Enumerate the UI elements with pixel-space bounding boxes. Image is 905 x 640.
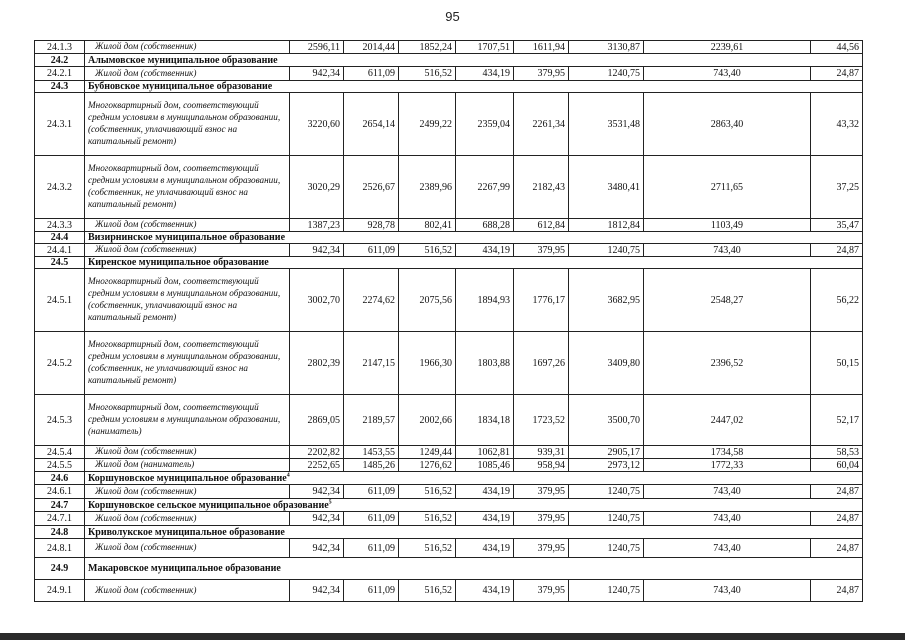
value-cell: 1834,18 <box>456 395 514 446</box>
value-cell: 928,78 <box>344 219 399 232</box>
table-row <box>35 485 863 499</box>
section-row <box>35 499 863 512</box>
value-cell: 743,40 <box>644 244 811 257</box>
value-cell: 1240,75 <box>569 512 644 526</box>
section-title <box>85 232 863 244</box>
value-cell: 434,19 <box>456 512 514 526</box>
row-code: 24.3.1 <box>35 93 85 156</box>
value-cell: 1085,46 <box>456 459 514 472</box>
value-cell: 1240,75 <box>569 580 644 602</box>
value-cell: 379,95 <box>514 244 569 257</box>
section-title <box>85 558 863 580</box>
row-description: Жилой дом (собственник) <box>85 446 290 459</box>
value-cell: 1387,23 <box>290 219 344 232</box>
value-cell: 2905,17 <box>569 446 644 459</box>
value-cell: 3409,80 <box>569 332 644 395</box>
value-cell: 516,52 <box>399 485 456 499</box>
value-cell: 3130,87 <box>569 41 644 54</box>
value-cell: 2869,05 <box>290 395 344 446</box>
section-title-text: Коршуновское муниципальное образование <box>88 472 287 484</box>
tariff-table <box>34 40 863 602</box>
value-cell: 1103,49 <box>644 219 811 232</box>
value-cell: 2654,14 <box>344 93 399 156</box>
value-cell: 3220,60 <box>290 93 344 156</box>
value-cell: 3682,95 <box>569 269 644 332</box>
table-row <box>35 269 863 332</box>
value-cell: 1894,93 <box>456 269 514 332</box>
value-cell: 52,17 <box>811 395 863 446</box>
value-cell: 942,34 <box>290 244 344 257</box>
value-cell: 611,09 <box>344 539 399 558</box>
value-cell: 3020,29 <box>290 156 344 219</box>
row-code: 24.4.1 <box>35 244 85 257</box>
section-title-text: Криволукское муниципальное образование <box>88 526 285 538</box>
row-code: 24.3.2 <box>35 156 85 219</box>
section-title <box>85 499 863 512</box>
value-cell: 516,52 <box>399 67 456 81</box>
value-cell: 44,56 <box>811 41 863 54</box>
table-row <box>35 395 863 446</box>
section-title-text: Алымовское муниципальное образование <box>88 54 278 66</box>
value-cell: 379,95 <box>514 512 569 526</box>
value-cell: 1240,75 <box>569 539 644 558</box>
value-cell: 3500,70 <box>569 395 644 446</box>
value-cell: 2261,34 <box>514 93 569 156</box>
row-description: Жилой дом (собственник) <box>85 539 290 558</box>
row-code: 24.1.3 <box>35 41 85 54</box>
value-cell: 942,34 <box>290 539 344 558</box>
section-row <box>35 558 863 580</box>
value-cell: 2274,62 <box>344 269 399 332</box>
section-code: 24.5 <box>35 257 85 269</box>
value-cell: 516,52 <box>399 539 456 558</box>
section-title-text: Бубновское муниципальное образование <box>88 81 273 92</box>
value-cell: 1966,30 <box>399 332 456 395</box>
section-row <box>35 472 863 485</box>
value-cell: 379,95 <box>514 485 569 499</box>
value-cell: 2252,65 <box>290 459 344 472</box>
value-cell: 434,19 <box>456 485 514 499</box>
row-code: 24.3.3 <box>35 219 85 232</box>
value-cell: 24,87 <box>811 67 863 81</box>
footnote-mark: 4 <box>286 472 290 479</box>
page-bottom-edge <box>0 633 905 640</box>
value-cell: 1611,94 <box>514 41 569 54</box>
row-description: Многоквартирный дом, соответствующий средним условиям в муниципальном образовании, (собственник, уплачивающий взнос на капитальный ремонт) <box>85 93 290 156</box>
row-code: 24.5.1 <box>35 269 85 332</box>
row-code: 24.5.3 <box>35 395 85 446</box>
value-cell: 611,09 <box>344 485 399 499</box>
value-cell: 2499,22 <box>399 93 456 156</box>
value-cell: 2359,04 <box>456 93 514 156</box>
value-cell: 2548,27 <box>644 269 811 332</box>
table-row <box>35 67 863 81</box>
section-title <box>85 54 863 67</box>
value-cell: 434,19 <box>456 244 514 257</box>
value-cell: 24,87 <box>811 244 863 257</box>
value-cell: 379,95 <box>514 539 569 558</box>
value-cell: 434,19 <box>456 67 514 81</box>
value-cell: 743,40 <box>644 512 811 526</box>
value-cell: 688,28 <box>456 219 514 232</box>
value-cell: 802,41 <box>399 219 456 232</box>
section-title-text: Макаровское муниципальное образование <box>88 563 281 574</box>
table-row <box>35 41 863 54</box>
value-cell: 942,34 <box>290 512 344 526</box>
value-cell: 611,09 <box>344 244 399 257</box>
row-code: 24.8.1 <box>35 539 85 558</box>
value-cell: 379,95 <box>514 580 569 602</box>
row-description: Многоквартирный дом, соответствующий средним условиям в муниципальном образовании, (наниматель) <box>85 395 290 446</box>
section-title-text: Киренское муниципальное образование <box>88 257 269 268</box>
section-row <box>35 526 863 539</box>
section-title <box>85 81 863 93</box>
section-code: 24.3 <box>35 81 85 93</box>
page-number: 95 <box>445 9 460 24</box>
value-cell: 516,52 <box>399 512 456 526</box>
value-cell: 2802,39 <box>290 332 344 395</box>
value-cell: 24,87 <box>811 539 863 558</box>
section-code: 24.9 <box>35 558 85 580</box>
value-cell: 1276,62 <box>399 459 456 472</box>
row-code: 24.5.2 <box>35 332 85 395</box>
value-cell: 743,40 <box>644 67 811 81</box>
row-description: Жилой дом (наниматель) <box>85 459 290 472</box>
row-code: 24.5.5 <box>35 459 85 472</box>
row-description: Жилой дом (собственник) <box>85 41 290 54</box>
section-title-text: Коршуновское сельское муниципальное образование <box>88 499 329 511</box>
section-code: 24.2 <box>35 54 85 67</box>
section-title <box>85 526 863 539</box>
value-cell: 379,95 <box>514 67 569 81</box>
value-cell: 611,09 <box>344 67 399 81</box>
row-code: 24.9.1 <box>35 580 85 602</box>
section-title <box>85 257 863 269</box>
value-cell: 2389,96 <box>399 156 456 219</box>
row-description: Жилой дом (собственник) <box>85 580 290 602</box>
value-cell: 2239,61 <box>644 41 811 54</box>
value-cell: 2973,12 <box>569 459 644 472</box>
value-cell: 2267,99 <box>456 156 514 219</box>
value-cell: 1240,75 <box>569 244 644 257</box>
section-title <box>85 472 863 485</box>
table-row <box>35 156 863 219</box>
section-title-text: Визирнинское муниципальное образование <box>88 232 286 243</box>
value-cell: 1062,81 <box>456 446 514 459</box>
value-cell: 939,31 <box>514 446 569 459</box>
value-cell: 516,52 <box>399 244 456 257</box>
value-cell: 958,94 <box>514 459 569 472</box>
value-cell: 516,52 <box>399 580 456 602</box>
value-cell: 1249,44 <box>399 446 456 459</box>
row-description: Жилой дом (собственник) <box>85 67 290 81</box>
value-cell: 611,09 <box>344 580 399 602</box>
value-cell: 58,53 <box>811 446 863 459</box>
value-cell: 942,34 <box>290 67 344 81</box>
value-cell: 3002,70 <box>290 269 344 332</box>
row-code: 24.5.4 <box>35 446 85 459</box>
value-cell: 1803,88 <box>456 332 514 395</box>
row-code: 24.2.1 <box>35 67 85 81</box>
value-cell: 3480,41 <box>569 156 644 219</box>
value-cell: 2147,15 <box>344 332 399 395</box>
table-row <box>35 539 863 558</box>
value-cell: 1772,33 <box>644 459 811 472</box>
value-cell: 2447,02 <box>644 395 811 446</box>
value-cell: 2002,66 <box>399 395 456 446</box>
value-cell: 1485,26 <box>344 459 399 472</box>
section-row <box>35 232 863 244</box>
value-cell: 1453,55 <box>344 446 399 459</box>
value-cell: 743,40 <box>644 580 811 602</box>
table-row <box>35 459 863 472</box>
value-cell: 56,22 <box>811 269 863 332</box>
value-cell: 2075,56 <box>399 269 456 332</box>
row-description: Жилой дом (собственник) <box>85 244 290 257</box>
table-body <box>35 41 863 602</box>
value-cell: 24,87 <box>811 580 863 602</box>
table-row <box>35 244 863 257</box>
section-code: 24.4 <box>35 232 85 244</box>
value-cell: 1776,17 <box>514 269 569 332</box>
row-code: 24.7.1 <box>35 512 85 526</box>
table-row <box>35 93 863 156</box>
value-cell: 24,87 <box>811 512 863 526</box>
value-cell: 1852,24 <box>399 41 456 54</box>
value-cell: 1707,51 <box>456 41 514 54</box>
value-cell: 2596,11 <box>290 41 344 54</box>
row-description: Многоквартирный дом, соответствующий средним условиям в муниципальном образовании, (собственник, не уплачивающий взнос на капитальный ремонт) <box>85 156 290 219</box>
section-code: 24.6 <box>35 472 85 485</box>
value-cell: 611,09 <box>344 512 399 526</box>
value-cell: 434,19 <box>456 580 514 602</box>
table-row <box>35 446 863 459</box>
value-cell: 612,84 <box>514 219 569 232</box>
section-row <box>35 257 863 269</box>
table-row <box>35 219 863 232</box>
value-cell: 1240,75 <box>569 67 644 81</box>
value-cell: 1734,58 <box>644 446 811 459</box>
row-code: 24.6.1 <box>35 485 85 499</box>
row-description: Жилой дом (собственник) <box>85 219 290 232</box>
value-cell: 1812,84 <box>569 219 644 232</box>
value-cell: 743,40 <box>644 539 811 558</box>
section-row <box>35 81 863 93</box>
row-description: Жилой дом (собственник) <box>85 485 290 499</box>
value-cell: 43,32 <box>811 93 863 156</box>
value-cell: 60,04 <box>811 459 863 472</box>
value-cell: 2189,57 <box>344 395 399 446</box>
footnote-mark: 5 <box>328 499 332 506</box>
value-cell: 2396,52 <box>644 332 811 395</box>
value-cell: 1240,75 <box>569 485 644 499</box>
section-row <box>35 54 863 67</box>
table-row <box>35 332 863 395</box>
table-row <box>35 512 863 526</box>
value-cell: 942,34 <box>290 580 344 602</box>
section-code: 24.8 <box>35 526 85 539</box>
value-cell: 2526,67 <box>344 156 399 219</box>
value-cell: 2711,65 <box>644 156 811 219</box>
value-cell: 743,40 <box>644 485 811 499</box>
value-cell: 1723,52 <box>514 395 569 446</box>
value-cell: 24,87 <box>811 485 863 499</box>
row-description: Жилой дом (собственник) <box>85 512 290 526</box>
value-cell: 37,25 <box>811 156 863 219</box>
value-cell: 942,34 <box>290 485 344 499</box>
value-cell: 2863,40 <box>644 93 811 156</box>
value-cell: 35,47 <box>811 219 863 232</box>
value-cell: 3531,48 <box>569 93 644 156</box>
value-cell: 2202,82 <box>290 446 344 459</box>
value-cell: 2182,43 <box>514 156 569 219</box>
value-cell: 50,15 <box>811 332 863 395</box>
value-cell: 2014,44 <box>344 41 399 54</box>
section-code: 24.7 <box>35 499 85 512</box>
value-cell: 1697,26 <box>514 332 569 395</box>
row-description: Многоквартирный дом, соответствующий средним условиям в муниципальном образовании, (собственник, не уплачивающий взнос на капитальный ремонт) <box>85 332 290 395</box>
table-row <box>35 580 863 602</box>
value-cell: 434,19 <box>456 539 514 558</box>
row-description: Многоквартирный дом, соответствующий средним условиям в муниципальном образовании, (собственник, уплачивающий взнос на капитальный ремонт) <box>85 269 290 332</box>
